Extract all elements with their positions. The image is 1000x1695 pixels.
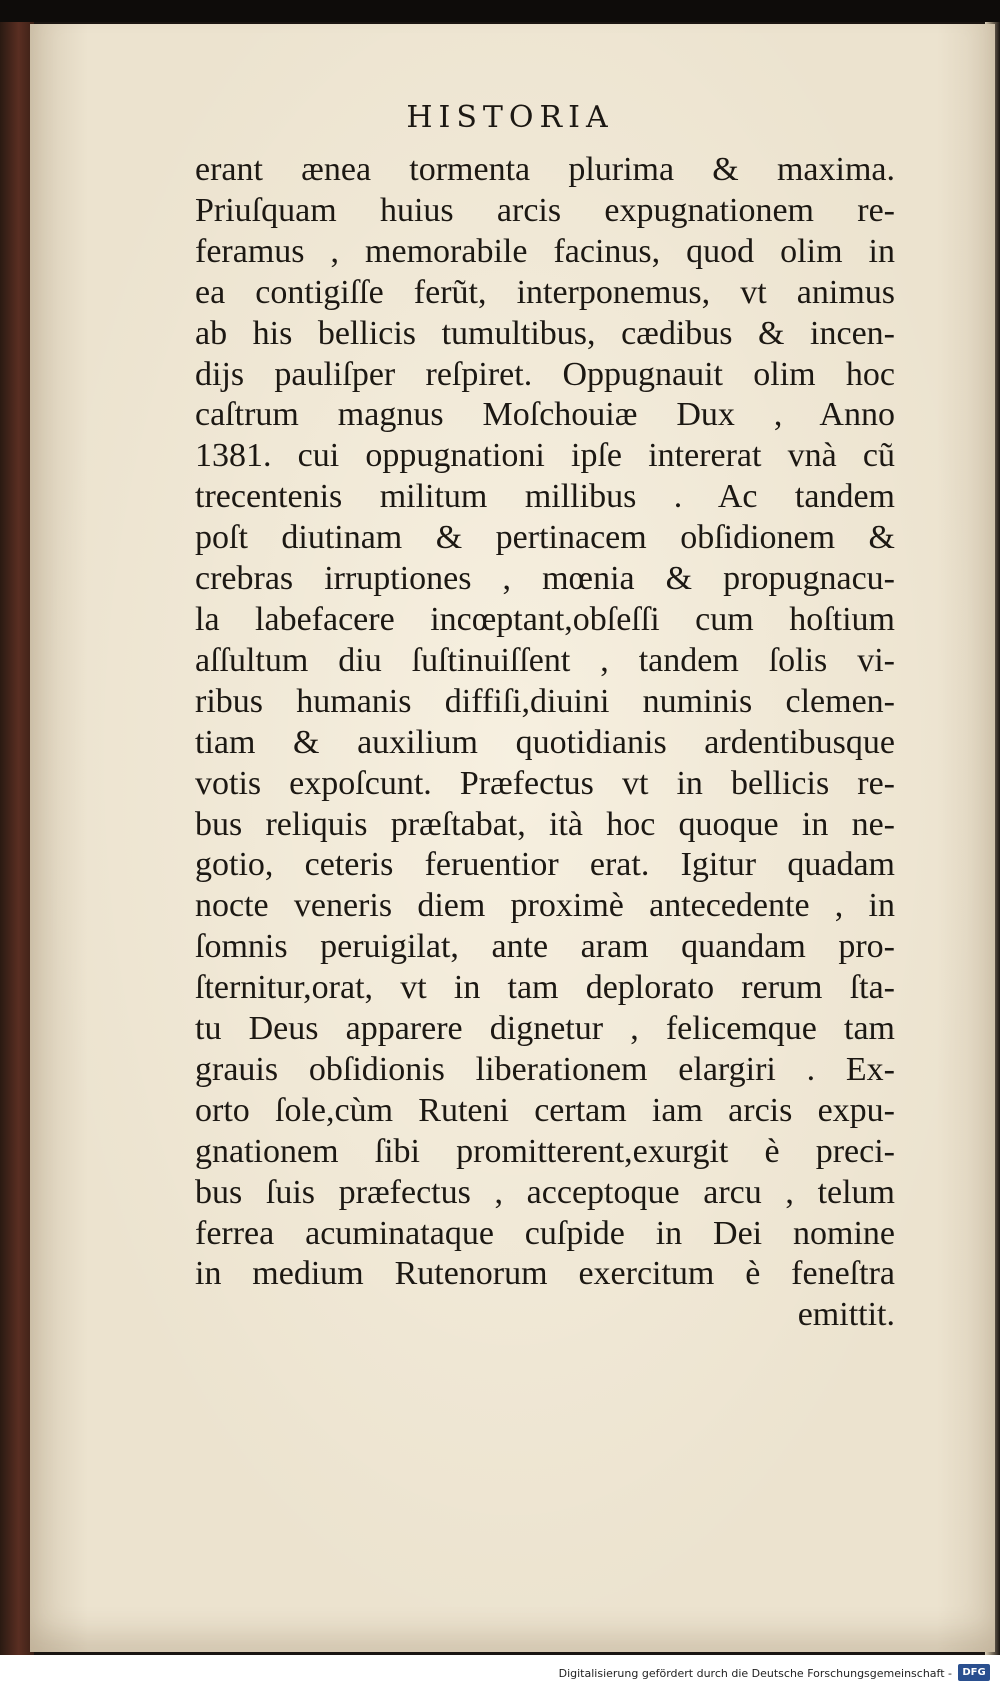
- text-line: orto ſole,cùm Ruteni certam iam arcis expu-: [195, 1091, 895, 1129]
- body-text: [195, 150, 895, 1336]
- text-line: poſt diutinam & pertinacem obſidionem &: [195, 519, 895, 557]
- digitization-footer: [0, 1655, 1000, 1695]
- text-line: la labefacere incœptant,obſeſſi cum hoſtium: [195, 600, 895, 638]
- text-line: feramus , memorabile facinus, quod olim in: [195, 232, 895, 270]
- text-line: trecentenis militum millibus . Ac tandem: [195, 478, 895, 516]
- text-line: erant æneа tormenta plurima & maxima.: [195, 151, 895, 188]
- text-line: Priuſquam huius arcis expugnationem re-: [195, 191, 895, 229]
- text-line: ſternitur,orat, vt in tam deplorato rerum ſta-: [195, 969, 895, 1007]
- text-line: tiam & auxilium quotidianis ardentibusque: [195, 723, 895, 761]
- text-line: in medium Rutenorum exercitum è feneſtra: [195, 1255, 895, 1293]
- running-head: HISTORIA: [406, 100, 614, 135]
- text-line: gotio, ceteris feruentior erat. Igitur quadam: [195, 846, 895, 884]
- text-line: ſomnis peruigilat, ante aram quandam pro-: [195, 928, 895, 966]
- text-line: ea contigiſſe ferũt, interponemus, vt animus: [195, 273, 895, 311]
- dfg-logo: DFG: [958, 1664, 990, 1681]
- book-spine: [0, 22, 34, 1655]
- text-line: 1381. cui oppugnationi ipſe intererat vnà cũ: [195, 437, 895, 475]
- text-line: tu Deus apparere dignetur , felicemque tam: [195, 1010, 895, 1048]
- text-line: dijs pauliſper reſpiret. Oppugnauit olim hoc: [195, 355, 895, 393]
- text-line: aſſultum diu ſuſtinuiſſent , tandem ſolis vi-: [195, 641, 895, 679]
- text-line: ab his bellicis tumultibus, cædibus & incen-: [195, 314, 895, 352]
- scan-top-border: [0, 0, 1000, 22]
- text-line: caſtrum magnus Moſchouiæ Dux , Anno: [195, 396, 895, 434]
- text-line: bus ſuis præfectus , acceptoque arcu , telum: [195, 1173, 895, 1211]
- text-line: grauis obſidionis liberationem elargiri . Ex-: [195, 1050, 895, 1088]
- text-line: emittit.: [797, 1296, 895, 1334]
- text-line: nocte veneris diem proximè antecedente , in: [195, 887, 895, 925]
- text-line: ferrea acuminataque cuſpide in Dei nomine: [195, 1214, 895, 1252]
- funding-note: Digitalisierung gefördert durch die Deutsche Forschungsgemeinschaft -: [558, 1667, 952, 1680]
- text-line: ribus humanis diffiſi,diuini numinis clemen-: [195, 682, 895, 720]
- text-line: votis expoſcunt. Præfectus vt in bellicis re-: [195, 764, 895, 802]
- text-line: crebras irruptiones , mœnia & propugnacu-: [195, 560, 895, 598]
- text-line: gnationem ſibi promitterent,exurgit è preci-: [195, 1132, 895, 1170]
- text-line: bus reliquis præſtabat, ità hoc quoque in ne-: [195, 805, 895, 843]
